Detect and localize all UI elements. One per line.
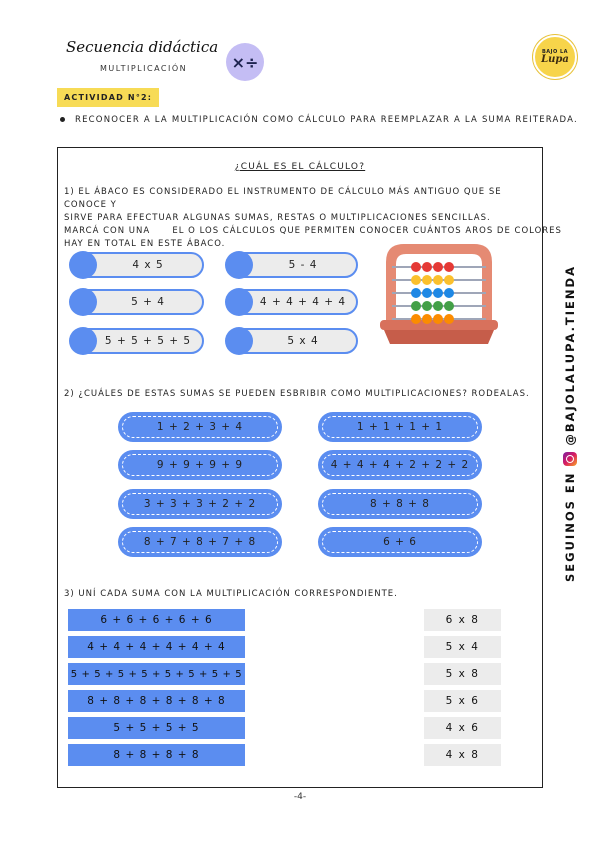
abacus-bead bbox=[411, 262, 421, 272]
logo-line-2: Lupa bbox=[541, 54, 569, 65]
sum-pill[interactable] bbox=[318, 489, 482, 519]
product-box[interactable]: 5 x 4 bbox=[424, 636, 501, 658]
brand-logo bbox=[533, 35, 577, 79]
sum-box[interactable]: 4 + 4 + 4 + 4 + 4 + 4 bbox=[68, 636, 245, 658]
option-checkbox[interactable] bbox=[226, 252, 358, 278]
page-title: Secuencia didáctica bbox=[66, 38, 219, 56]
option-label: 5 + 4 bbox=[131, 296, 165, 308]
social-handle[interactable]: @BAJOLALUPA.TIENDA bbox=[563, 265, 577, 446]
abacus-bead bbox=[422, 288, 432, 298]
option-checkbox[interactable] bbox=[70, 328, 204, 354]
sum-box[interactable]: 5 + 5 + 5 + 5 bbox=[68, 717, 245, 739]
bullet-icon bbox=[60, 117, 65, 122]
abacus-bead bbox=[433, 262, 443, 272]
product-box[interactable]: 5 x 6 bbox=[424, 690, 501, 712]
option-label: 5 - 4 bbox=[288, 259, 318, 271]
sum-box[interactable]: 6 + 6 + 6 + 6 + 6 bbox=[68, 609, 245, 631]
sum-label: 1 + 1 + 1 + 1 bbox=[356, 421, 444, 433]
abacus-bead bbox=[422, 314, 432, 324]
abacus-bead bbox=[433, 288, 443, 298]
abacus-stand bbox=[384, 330, 494, 344]
exercise1-line: HAY EN TOTAL EN ESTE ÁBACO. bbox=[64, 239, 226, 249]
product-box[interactable]: 6 x 8 bbox=[424, 609, 501, 631]
exercise1-line: MARCÁ CON UNA EL O LOS CÁLCULOS QUE PERMITEN CONOCER CUÁNTOS AROS DE COLORES bbox=[64, 226, 562, 236]
sum-label: 8 + 8 + 8 bbox=[370, 498, 430, 510]
abacus-bead bbox=[433, 275, 443, 285]
instagram-icon bbox=[563, 452, 577, 466]
product-box[interactable]: 5 x 8 bbox=[424, 663, 501, 685]
logo-line-1: BAJO LA bbox=[541, 49, 569, 55]
abacus-bead bbox=[422, 301, 432, 311]
objective bbox=[60, 115, 578, 125]
math-operations-icon: ×÷ bbox=[226, 43, 264, 81]
abacus-bead bbox=[411, 301, 421, 311]
sum-pill[interactable] bbox=[118, 489, 282, 519]
social-prefix: SEGUINOS EN bbox=[563, 471, 577, 582]
product-box[interactable]: 4 x 6 bbox=[424, 717, 501, 739]
objective-text: RECONOCER A LA MULTIPLICACIÓN COMO CÁLCULO PARA REEMPLAZAR A LA SUMA REITERADA. bbox=[75, 115, 578, 125]
exercise1-line: 1) EL ÁBACO ES CONSIDERADO EL INSTRUMENTO DE CÁLCULO MÁS ANTIGUO QUE SE CONOCE Y bbox=[64, 187, 502, 210]
check-circle-icon[interactable] bbox=[225, 288, 253, 316]
sum-pill[interactable] bbox=[318, 527, 482, 557]
abacus-bead bbox=[433, 301, 443, 311]
social-banner bbox=[563, 265, 577, 582]
exercise2-instructions: 2) ¿CUÁLES DE ESTAS SUMAS SE PUEDEN ESBRIBIR COMO MULTIPLICACIONES? RODEALAS. bbox=[64, 389, 530, 399]
check-circle-icon[interactable] bbox=[225, 251, 253, 279]
abacus-bead bbox=[444, 301, 454, 311]
option-checkbox[interactable] bbox=[226, 289, 358, 315]
exercise1-line: SIRVE PARA EFECTUAR ALGUNAS SUMAS, RESTAS O MULTIPLICACIONES SENCILLAS. bbox=[64, 213, 491, 223]
abacus-bead bbox=[422, 262, 432, 272]
abacus-bead bbox=[411, 275, 421, 285]
activity-label: ACTIVIDAD N°2: bbox=[57, 88, 159, 107]
option-label: 4 x 5 bbox=[132, 259, 164, 271]
abacus-bead bbox=[444, 262, 454, 272]
abacus-bead bbox=[422, 275, 432, 285]
page-number: -4- bbox=[293, 792, 307, 802]
sum-label: 9 + 9 + 9 + 9 bbox=[156, 459, 244, 471]
page-subtitle: MULTIPLICACIÓN bbox=[100, 64, 188, 73]
exercise3-instructions: 3) UNÍ CADA SUMA CON LA MULTIPLICACIÓN CORRESPONDIENTE. bbox=[64, 589, 398, 599]
abacus-bead bbox=[444, 288, 454, 298]
sum-pill[interactable] bbox=[118, 527, 282, 557]
option-checkbox[interactable] bbox=[226, 328, 358, 354]
check-circle-icon[interactable] bbox=[225, 327, 253, 355]
product-box[interactable]: 4 x 8 bbox=[424, 744, 501, 766]
check-circle-icon[interactable] bbox=[69, 327, 97, 355]
sum-box[interactable]: 8 + 8 + 8 + 8 bbox=[68, 744, 245, 766]
sum-label: 4 + 4 + 4 + 2 + 2 + 2 bbox=[330, 459, 470, 471]
abacus-bead bbox=[444, 275, 454, 285]
section-title: ¿CUÁL ES EL CÁLCULO? bbox=[234, 162, 366, 172]
sum-label: 3 + 3 + 3 + 2 + 2 bbox=[143, 498, 257, 510]
check-circle-icon[interactable] bbox=[69, 251, 97, 279]
sum-box[interactable]: 8 + 8 + 8 + 8 + 8 + 8 bbox=[68, 690, 245, 712]
sum-box[interactable]: 5 + 5 + 5 + 5 + 5 + 5 + 5 + 5 bbox=[68, 663, 245, 685]
sum-label: 6 + 6 bbox=[383, 536, 417, 548]
option-label: 5 x 4 bbox=[287, 335, 319, 347]
abacus-bead bbox=[411, 288, 421, 298]
sum-label: 8 + 7 + 8 + 7 + 8 bbox=[143, 536, 257, 548]
option-label: 5 + 5 + 5 + 5 bbox=[104, 335, 192, 347]
abacus-bead bbox=[444, 314, 454, 324]
abacus-illustration bbox=[378, 240, 500, 348]
abacus-bead bbox=[433, 314, 443, 324]
option-label: 4 + 4 + 4 + 4 bbox=[259, 296, 347, 308]
abacus-bead bbox=[411, 314, 421, 324]
sum-pill[interactable] bbox=[118, 412, 282, 442]
sum-pill[interactable] bbox=[118, 450, 282, 480]
option-checkbox[interactable] bbox=[70, 289, 204, 315]
sum-label: 1 + 2 + 3 + 4 bbox=[156, 421, 244, 433]
sum-pill[interactable] bbox=[318, 450, 482, 480]
option-checkbox[interactable] bbox=[70, 252, 204, 278]
sum-pill[interactable] bbox=[318, 412, 482, 442]
check-circle-icon[interactable] bbox=[69, 288, 97, 316]
